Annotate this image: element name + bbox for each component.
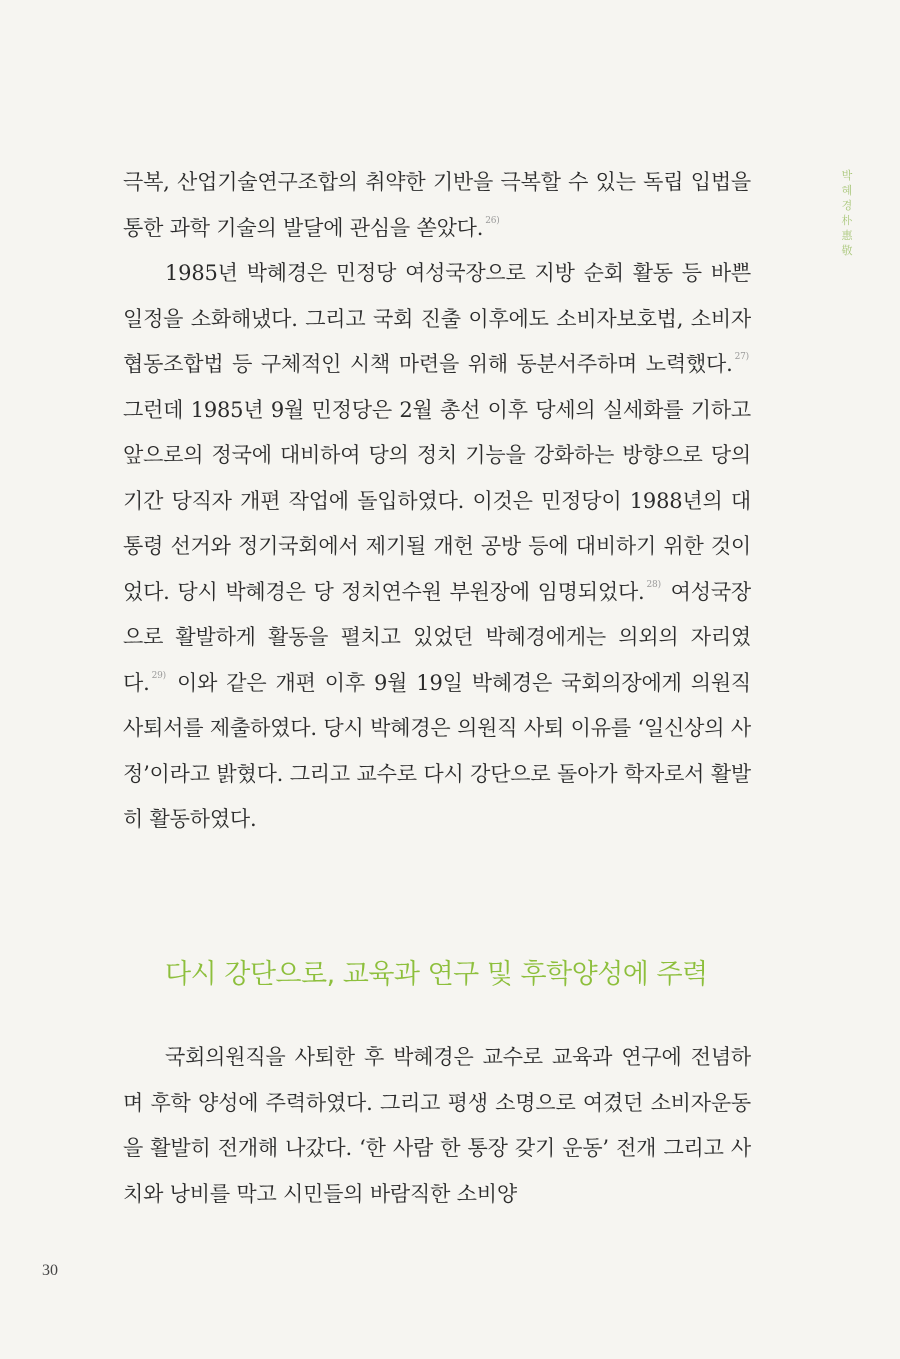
paragraph-text: 여성국장으로 활발하게 활동을 펼치고 있었던 박혜경에게는 의외의 자리였다.: [123, 579, 751, 695]
paragraph-1985: [123, 251, 751, 843]
footnote-marker: 26): [485, 215, 500, 226]
page-number: 30: [42, 1262, 58, 1279]
footnote-marker: 28): [646, 579, 661, 590]
running-head-vertical: [838, 168, 856, 258]
running-head-char: 경: [841, 199, 853, 212]
paragraph-text: 이와 같은 개편 이후 9월 19일 박혜경은 국회의장에게 의원직 사퇴서를 제출하였다. 당시 박혜경은 의원직 사퇴 이유를 ‘일신상의 사정’이라고 밝혔다. 그리고 교수로 다시 강단으로 돌아가 학자로서 활발히 활동하였다.: [123, 670, 751, 831]
running-head-char: 朴: [841, 214, 853, 227]
running-head-char: 惠: [841, 229, 853, 242]
paragraph-text: 그런데 1985년 9월 민정당은 2월 총선 이후 당세의 실세화를 기하고 앞으로의 정국에 대비하여 당의 정치 기능을 강화하는 방향으로 당의 기간 당직자 개편 작업에 돌입하였다. 이것은 민정당이 1988년의 대통령 선거와 정기국회에서 제기될 개헌 공방 등에 대비하기 위한 것이었다. 당시 박혜경은 당 정치연수원 부원장에 임명되었다.: [123, 397, 751, 604]
paragraph-text: 국회의원직을 사퇴한 후 박혜경은 교수로 교육과 연구에 전념하며 후학 양성에 주력하였다. 그리고 평생 소명으로 여겼던 소비자운동을 활발히 전개해 나갔다. ‘한 사람 한 통장 갖기 운동’ 전개 그리고 사치와 낭비를 막고 시민들의 바람직한 소비양: [123, 1045, 751, 1206]
running-head-char: 박: [841, 169, 853, 182]
paragraph-text: 1985년 박혜경은 민정당 여성국장으로 지방 순회 활동 등 바쁜 일정을 소화해냈다. 그리고 국회 진출 이후에도 소비자보호법, 소비자협동조합법 등 구체적인 시책 마련을 위해 동분서주하며 노력했다.: [123, 261, 751, 376]
footnote-marker: 27): [734, 352, 749, 362]
paragraph-text: 극복, 산업기술연구조합의 취약한 기반을 극복할 수 있는 독립 입법을 통한 과학 기술의 발달에 관심을 쏟았다.: [123, 170, 751, 240]
footnote-marker: 29): [151, 670, 166, 681]
paragraph-after-heading: [123, 1035, 751, 1217]
paragraph-continued: [123, 160, 751, 251]
running-head-char: 敬: [841, 244, 853, 257]
section-heading: 다시 강단으로, 교육과 연구 및 후학양성에 주력: [165, 959, 708, 990]
running-head-char: 혜: [841, 184, 853, 197]
